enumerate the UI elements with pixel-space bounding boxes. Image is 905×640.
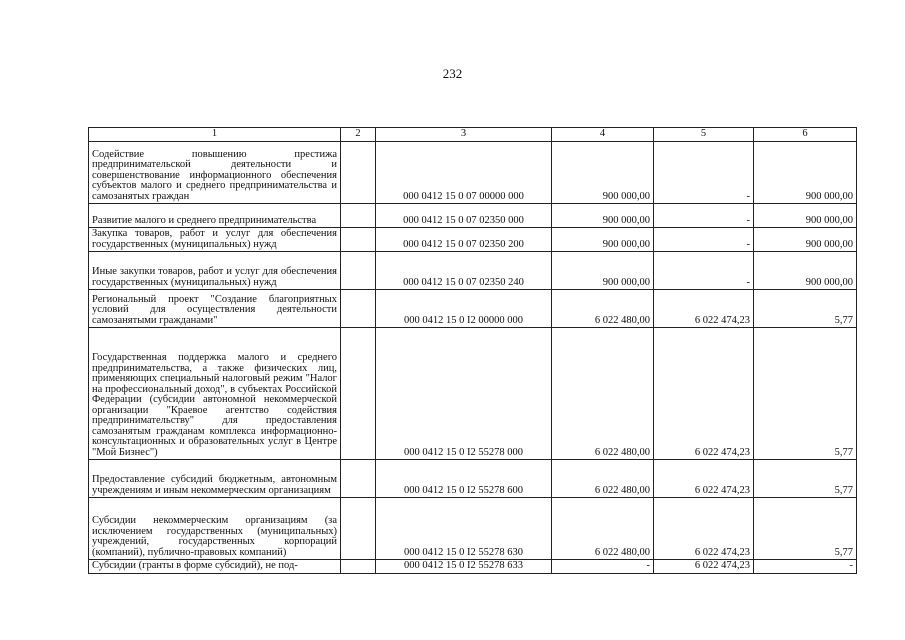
row-col2 [341, 204, 376, 228]
column-header-3: 3 [376, 128, 552, 142]
row-value-5: - [654, 142, 754, 204]
row-value-5: - [654, 252, 754, 290]
row-value-5: - [654, 228, 754, 252]
row-value-6: 900 000,00 [754, 142, 857, 204]
column-header-4: 4 [552, 128, 654, 142]
row-value-5: - [654, 204, 754, 228]
row-value-4: 6 022 480,00 [552, 498, 654, 560]
row-col2 [341, 328, 376, 460]
row-name: Субсидии (гранты в форме субсидий), не под- [89, 560, 341, 574]
table-row [89, 328, 857, 460]
row-value-4: 6 022 480,00 [552, 290, 654, 328]
table-row [89, 252, 857, 290]
row-col2 [341, 560, 376, 574]
table-row [89, 142, 857, 204]
row-col2 [341, 252, 376, 290]
row-code: 000 0412 15 0 I2 00000 000 [376, 290, 552, 328]
row-value-5: 6 022 474,23 [654, 560, 754, 574]
row-value-6: - [754, 560, 857, 574]
row-col2 [341, 228, 376, 252]
row-value-5: 6 022 474,23 [654, 328, 754, 460]
row-code: 000 0412 15 0 07 02350 240 [376, 252, 552, 290]
row-value-6: 900 000,00 [754, 204, 857, 228]
row-value-4: 900 000,00 [552, 228, 654, 252]
column-header-6: 6 [754, 128, 857, 142]
table-row [89, 204, 857, 228]
row-name: Субсидии некоммерческим организациям (за исключением государственных (муниципальных) учреждений, государственных корпораций (компаний), публично-правовых компаний) [89, 498, 341, 560]
budget-table [88, 127, 857, 574]
row-value-4: - [552, 560, 654, 574]
row-name: Предоставление субсидий бюджетным, автономным учреждениям и иным некоммерческим организациям [89, 460, 341, 498]
row-value-4: 900 000,00 [552, 204, 654, 228]
table-row [89, 228, 857, 252]
column-header-5: 5 [654, 128, 754, 142]
row-value-5: 6 022 474,23 [654, 290, 754, 328]
row-value-6: 5,77 [754, 498, 857, 560]
row-name: Развитие малого и среднего предпринимательства [89, 204, 341, 228]
row-code: 000 0412 15 0 07 02350 200 [376, 228, 552, 252]
row-name: Государственная поддержка малого и среднего предпринимательства, а также физических лиц, применяющих специальный налоговый режим "Налог на профессиональный доход", в субъектах Российской Федерации (субсидии автономной некоммерческой организации "Краевое агентство содействия предпринимательству" для предоставления самозанятым гражданам комплекса информационно-консультационных и образовательных услуг в Центре "Мой Бизнес") [89, 328, 341, 460]
row-value-4: 900 000,00 [552, 142, 654, 204]
row-code: 000 0412 15 0 07 02350 000 [376, 204, 552, 228]
row-col2 [341, 460, 376, 498]
row-value-4: 6 022 480,00 [552, 460, 654, 498]
row-name: Закупка товаров, работ и услуг для обеспечения государственных (муниципальных) нужд [89, 228, 341, 252]
row-code: 000 0412 15 0 07 00000 000 [376, 142, 552, 204]
row-code: 000 0412 15 0 I2 55278 630 [376, 498, 552, 560]
column-header-2: 2 [341, 128, 376, 142]
row-value-6: 5,77 [754, 328, 857, 460]
row-col2 [341, 142, 376, 204]
row-col2 [341, 498, 376, 560]
row-code: 000 0412 15 0 I2 55278 633 [376, 560, 552, 574]
row-value-6: 5,77 [754, 290, 857, 328]
row-code: 000 0412 15 0 I2 55278 600 [376, 460, 552, 498]
table-row [89, 498, 857, 560]
page-number: 232 [442, 66, 463, 81]
row-code: 000 0412 15 0 I2 55278 000 [376, 328, 552, 460]
table-row [89, 460, 857, 498]
row-value-5: 6 022 474,23 [654, 498, 754, 560]
row-name: Содействие повышению престижа предпринимательской деятельности и совершенствование информационного обеспечения субъектов малого и среднего предпринимательства и самозанятых граждан [89, 142, 341, 204]
row-value-4: 6 022 480,00 [552, 328, 654, 460]
table-header-row [89, 128, 857, 142]
row-value-6: 5,77 [754, 460, 857, 498]
row-value-6: 900 000,00 [754, 228, 857, 252]
row-value-5: 6 022 474,23 [654, 460, 754, 498]
column-header-1: 1 [89, 128, 341, 142]
row-col2 [341, 290, 376, 328]
table-row [89, 560, 857, 574]
row-name: Иные закупки товаров, работ и услуг для обеспечения государственных (муниципальных) нужд [89, 252, 341, 290]
row-value-6: 900 000,00 [754, 252, 857, 290]
table-row [89, 290, 857, 328]
row-value-4: 900 000,00 [552, 252, 654, 290]
row-name: Региональный проект "Создание благоприятных условий для осуществления деятельности самозанятыми гражданами" [89, 290, 341, 328]
